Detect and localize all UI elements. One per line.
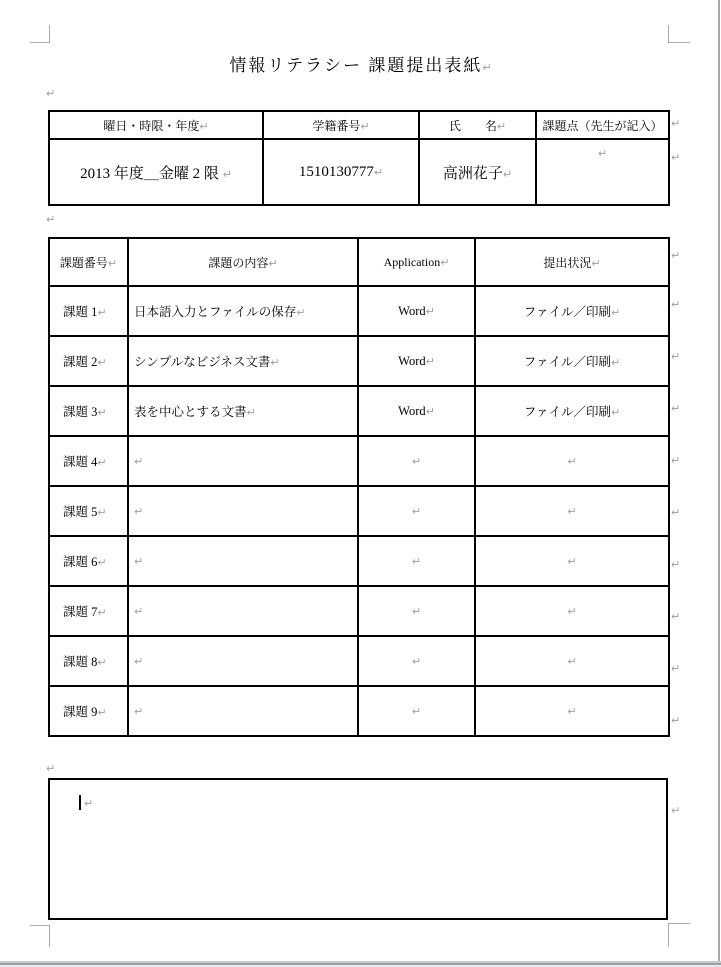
- status-cell[interactable]: ファイル／印刷↵: [475, 386, 669, 436]
- header-submission-status[interactable]: 提出状況↵: [475, 238, 669, 286]
- crop-mark-bottom-right: [668, 923, 690, 947]
- assignment-content-cell[interactable]: 表を中心とする文書↵: [128, 386, 358, 436]
- paragraph-mark-icon: ↵: [611, 306, 621, 319]
- paragraph-mark-icon: ↵: [134, 554, 144, 568]
- header-student-id[interactable]: 学籍番号↵: [263, 111, 419, 139]
- status-cell[interactable]: [475, 486, 669, 536]
- paragraph-mark-icon: ↵: [296, 306, 306, 319]
- assignment-row-2: [49, 336, 669, 386]
- paragraph-mark-icon: ↵: [134, 704, 144, 718]
- paragraph-mark-icon: ↵: [611, 406, 621, 419]
- assignment-row-4: [49, 436, 669, 486]
- header-assignment-content[interactable]: 課題の内容↵: [128, 238, 358, 286]
- assignment-no-cell[interactable]: 課題 5↵: [49, 486, 128, 536]
- paragraph-mark-icon: ↵: [373, 165, 384, 179]
- paragraph-mark-icon: ↵: [411, 454, 422, 468]
- text-cursor: [79, 795, 81, 810]
- header-schedule[interactable]: 曜日・時限・年度↵: [49, 111, 263, 139]
- status-cell[interactable]: [475, 636, 669, 686]
- paragraph-mark-icon: ↵: [270, 356, 280, 369]
- end-of-row-mark-icon: ↵: [671, 402, 681, 415]
- end-of-row-mark-icon: ↵: [671, 804, 681, 817]
- header-name[interactable]: 氏 名↵: [419, 111, 536, 139]
- crop-mark-top-right: [668, 25, 690, 43]
- assignment-row-8: [49, 636, 669, 686]
- page-right-edge: [718, 0, 720, 962]
- paragraph-mark-icon: ↵: [440, 255, 450, 269]
- paragraph-mark-icon: ↵: [411, 504, 422, 518]
- paragraph-mark-icon: ↵: [567, 654, 577, 668]
- assignment-content-cell[interactable]: シンプルなビジネス文書↵: [128, 336, 358, 386]
- header-assignment-no[interactable]: 課題番号↵: [49, 238, 128, 286]
- document-title-text: 情報リテラシー 課題提出表紙: [229, 56, 483, 75]
- paragraph-mark-icon: ↵: [567, 704, 577, 718]
- paragraph-mark-icon: ↵: [425, 404, 435, 418]
- paragraph-mark-icon: ↵: [222, 167, 232, 181]
- paragraph-mark-icon: ↵: [134, 454, 144, 468]
- assignment-no-cell[interactable]: 課題 7↵: [49, 586, 128, 636]
- paragraph-mark-icon: ↵: [97, 306, 107, 319]
- header-application[interactable]: Application↵: [358, 238, 475, 286]
- end-of-row-mark-icon: ↵: [671, 454, 681, 467]
- paragraph-mark-icon: ↵: [268, 256, 278, 270]
- paragraph-mark-icon: ↵: [411, 554, 422, 568]
- end-of-row-mark-icon: ↵: [671, 506, 681, 519]
- paragraph-mark-icon: ↵: [411, 704, 422, 718]
- paragraph-mark-icon: ↵: [46, 87, 56, 100]
- paragraph-mark-icon: ↵: [97, 456, 107, 469]
- status-cell[interactable]: ファイル／印刷↵: [475, 336, 669, 386]
- end-of-row-mark-icon: ↵: [671, 151, 681, 164]
- end-of-row-mark-icon: ↵: [671, 350, 681, 363]
- paragraph-mark-icon: ↵: [597, 147, 608, 160]
- assignment-no-cell[interactable]: 課題 4↵: [49, 436, 128, 486]
- student-id-cell[interactable]: 1510130777↵: [263, 139, 419, 205]
- assignment-content-cell[interactable]: [128, 586, 358, 636]
- assignment-no-cell[interactable]: 課題 9↵: [49, 686, 128, 736]
- assignment-content-cell[interactable]: 日本語入力とファイルの保存↵: [128, 286, 358, 336]
- end-of-row-mark-icon: ↵: [671, 298, 681, 311]
- assignment-row-3: [49, 386, 669, 436]
- paragraph-mark-icon: ↵: [611, 356, 621, 369]
- paragraph-mark-icon: ↵: [482, 61, 492, 74]
- end-of-row-mark-icon: ↵: [671, 714, 681, 727]
- paragraph-mark-icon: ↵: [246, 406, 256, 419]
- paragraph-mark-icon: ↵: [107, 256, 118, 270]
- student-info-table: [48, 110, 670, 206]
- paragraph-mark-icon: ↵: [134, 604, 144, 618]
- paragraph-mark-icon: ↵: [425, 304, 435, 318]
- name-cell[interactable]: 高洲花子↵: [419, 139, 536, 205]
- paragraph-mark-icon: ↵: [97, 406, 107, 419]
- paragraph-mark-icon: ↵: [134, 654, 144, 668]
- assignment-row-1: [49, 286, 669, 336]
- status-cell[interactable]: [475, 436, 669, 486]
- application-cell[interactable]: [358, 536, 475, 586]
- assignment-content-cell[interactable]: [128, 436, 358, 486]
- assignment-row-7: [49, 586, 669, 636]
- paragraph-mark-icon: ↵: [502, 167, 513, 181]
- paragraph-mark-icon: ↵: [46, 762, 56, 775]
- paragraph-mark-icon: ↵: [97, 606, 107, 619]
- paragraph-mark-icon: ↵: [411, 604, 422, 618]
- assignment-content-cell[interactable]: [128, 686, 358, 736]
- assignment-content-cell[interactable]: [128, 486, 358, 536]
- assignment-content-cell[interactable]: [128, 536, 358, 586]
- paragraph-mark-icon: ↵: [591, 256, 601, 270]
- application-cell[interactable]: Word↵: [358, 386, 475, 436]
- document-title[interactable]: [0, 51, 721, 76]
- paragraph-mark-icon: ↵: [567, 554, 577, 568]
- assignment-content-cell[interactable]: [128, 636, 358, 686]
- assignment-row-9: [49, 686, 669, 736]
- paragraph-mark-icon: ↵: [567, 504, 577, 518]
- end-of-row-mark-icon: ↵: [671, 662, 681, 675]
- end-of-row-mark-icon: ↵: [671, 249, 681, 262]
- paragraph-mark-icon: ↵: [97, 706, 107, 719]
- paragraph-mark-icon: ↵: [425, 354, 435, 368]
- crop-mark-bottom-left: [30, 925, 50, 947]
- student-info-value-row: [49, 139, 669, 205]
- assignment-no-cell[interactable]: 課題 3↵: [49, 386, 128, 436]
- paragraph-mark-icon: ↵: [360, 119, 370, 133]
- end-of-row-mark-icon: ↵: [671, 558, 681, 571]
- paragraph-mark-icon: ↵: [567, 454, 577, 468]
- paragraph-mark-icon: ↵: [199, 119, 209, 133]
- assignment-row-5: [49, 486, 669, 536]
- paragraph-mark-icon: ↵: [46, 213, 56, 226]
- application-cell[interactable]: [358, 486, 475, 536]
- status-cell[interactable]: ファイル／印刷↵: [475, 286, 669, 336]
- status-cell[interactable]: [475, 686, 669, 736]
- assignment-table: [48, 237, 670, 737]
- schedule-cell[interactable]: 2013 年度＿金曜 2 限 ↵: [49, 139, 263, 205]
- application-cell[interactable]: Word↵: [358, 336, 475, 386]
- paragraph-mark-icon: ↵: [134, 504, 144, 518]
- end-of-row-mark-icon: ↵: [671, 610, 681, 623]
- crop-mark-top-left: [30, 25, 50, 43]
- assignment-no-cell[interactable]: 課題 2↵: [49, 336, 128, 386]
- application-cell[interactable]: Word↵: [358, 286, 475, 336]
- paragraph-mark-icon: ↵: [411, 654, 422, 668]
- status-cell[interactable]: [475, 536, 669, 586]
- application-cell[interactable]: [358, 436, 475, 486]
- application-cell[interactable]: [358, 636, 475, 686]
- paragraph-mark-icon: ↵: [496, 119, 507, 133]
- paragraph-mark-icon: ↵: [97, 356, 107, 369]
- assignment-no-cell[interactable]: 課題 6↵: [49, 536, 128, 586]
- student-info-header-row: [49, 111, 669, 139]
- score-cell[interactable]: [536, 139, 669, 205]
- assignment-header-row: [49, 238, 669, 286]
- assignment-row-6: [49, 536, 669, 586]
- paragraph-mark-icon: ↵: [567, 604, 577, 618]
- application-cell[interactable]: [358, 586, 475, 636]
- application-cell[interactable]: [358, 686, 475, 736]
- paragraph-mark-icon: ↵: [84, 797, 94, 810]
- status-cell[interactable]: [475, 586, 669, 636]
- paragraph-mark-icon: ↵: [97, 556, 107, 569]
- assignment-no-cell[interactable]: 課題 1↵: [49, 286, 128, 336]
- header-score[interactable]: 課題点（先生が記入）: [536, 111, 669, 139]
- assignment-no-cell[interactable]: 課題 8↵: [49, 636, 128, 686]
- paragraph-mark-icon: ↵: [97, 656, 107, 669]
- paragraph-mark-icon: ↵: [97, 506, 107, 519]
- end-of-row-mark-icon: ↵: [671, 117, 681, 130]
- notes-box[interactable]: [48, 778, 668, 920]
